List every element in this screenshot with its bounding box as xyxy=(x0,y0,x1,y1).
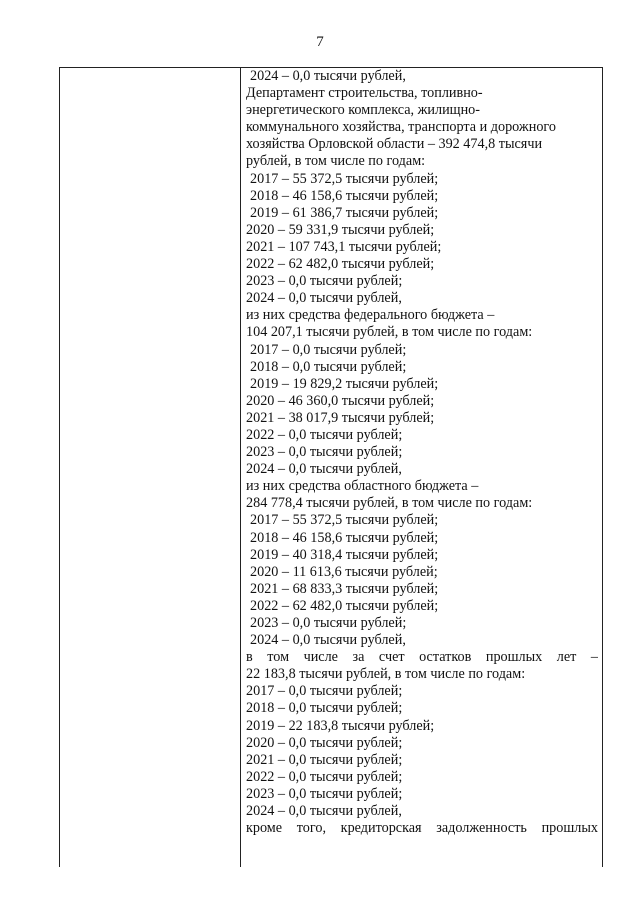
page-number: 7 xyxy=(316,34,324,50)
text-line: 2019 – 22 183,8 тысячи рублей; xyxy=(246,717,435,734)
text-line: 284 778,4 тысячи рублей, в том числе по годам: xyxy=(246,495,533,512)
text-line: коммунального хозяйства, транспорта и дорожного xyxy=(246,119,556,136)
text-line: из них средства федерального бюджета – xyxy=(246,307,495,324)
text-line: 2021 – 68 833,3 тысячи рублей; xyxy=(250,580,439,597)
text-line: 2021 – 0,0 тысячи рублей; xyxy=(246,751,403,768)
text-line: кроме того, кредиторская задолженность прошлых xyxy=(246,820,598,837)
text-line: 2023 – 0,0 тысячи рублей; xyxy=(246,273,403,290)
text-line: 2024 – 0,0 тысячи рублей, xyxy=(246,290,402,307)
left-cell xyxy=(60,68,240,867)
right-cell xyxy=(246,68,598,867)
text-line: 2018 – 46 158,6 тысячи рублей; xyxy=(250,187,439,204)
text-line: 2023 – 0,0 тысячи рублей; xyxy=(246,785,403,802)
text-line: 2024 – 0,0 тысячи рублей, xyxy=(250,632,406,649)
text-line: Департамент строительства, топливно- xyxy=(246,85,483,102)
text-line: 2023 – 0,0 тысячи рублей; xyxy=(246,444,403,461)
text-line: 2018 – 46 158,6 тысячи рублей; xyxy=(250,529,439,546)
text-line: 2024 – 0,0 тысячи рублей, xyxy=(246,803,402,820)
text-line: 2017 – 0,0 тысячи рублей; xyxy=(250,341,407,358)
text-line: из них средства областного бюджета – xyxy=(246,478,479,495)
text-line: 2017 – 0,0 тысячи рублей; xyxy=(246,683,403,700)
text-line: 2019 – 61 386,7 тысячи рублей; xyxy=(250,204,439,221)
text-line: 2019 – 19 829,2 тысячи рублей; xyxy=(250,375,439,392)
text-line: рублей, в том числе по годам: xyxy=(246,153,426,170)
text-line: 2021 – 107 743,1 тысячи рублей; xyxy=(246,238,442,255)
text-line: 104 207,1 тысячи рублей, в том числе по годам: xyxy=(246,324,533,341)
text-line: 2018 – 0,0 тысячи рублей; xyxy=(250,358,407,375)
text-line: в том числе за счет остатков прошлых лет – xyxy=(246,649,598,666)
text-line: 2020 – 11 613,6 тысячи рублей; xyxy=(250,563,438,580)
text-line: 22 183,8 тысячи рублей, в том числе по годам: xyxy=(246,666,526,683)
text-line: 2018 – 0,0 тысячи рублей; xyxy=(246,700,403,717)
funding-table xyxy=(59,67,603,867)
text-line: 2022 – 0,0 тысячи рублей; xyxy=(246,768,403,785)
text-line: 2022 – 0,0 тысячи рублей; xyxy=(246,426,403,443)
text-line: 2019 – 40 318,4 тысячи рублей; xyxy=(250,546,439,563)
text-line: 2020 – 59 331,9 тысячи рублей; xyxy=(246,221,435,238)
text-line: 2024 – 0,0 тысячи рублей, xyxy=(246,461,402,478)
text-line: 2022 – 62 482,0 тысячи рублей; xyxy=(250,597,439,614)
text-line: 2021 – 38 017,9 тысячи рублей; xyxy=(246,409,435,426)
text-line: 2024 – 0,0 тысячи рублей, xyxy=(250,68,406,84)
text-line: 2017 – 55 372,5 тысячи рублей; xyxy=(250,170,439,187)
text-line: хозяйства Орловской области – 392 474,8 тысячи xyxy=(246,136,543,153)
text-line: 2023 – 0,0 тысячи рублей; xyxy=(250,615,407,631)
text-line: 2020 – 0,0 тысячи рублей; xyxy=(246,734,403,751)
column-divider xyxy=(240,68,241,867)
text-line: энергетического комплекса, жилищно- xyxy=(246,102,480,119)
text-line: 2022 – 62 482,0 тысячи рублей; xyxy=(246,256,435,273)
text-line: 2017 – 55 372,5 тысячи рублей; xyxy=(250,512,439,529)
text-line: 2020 – 46 360,0 тысячи рублей; xyxy=(246,392,435,409)
